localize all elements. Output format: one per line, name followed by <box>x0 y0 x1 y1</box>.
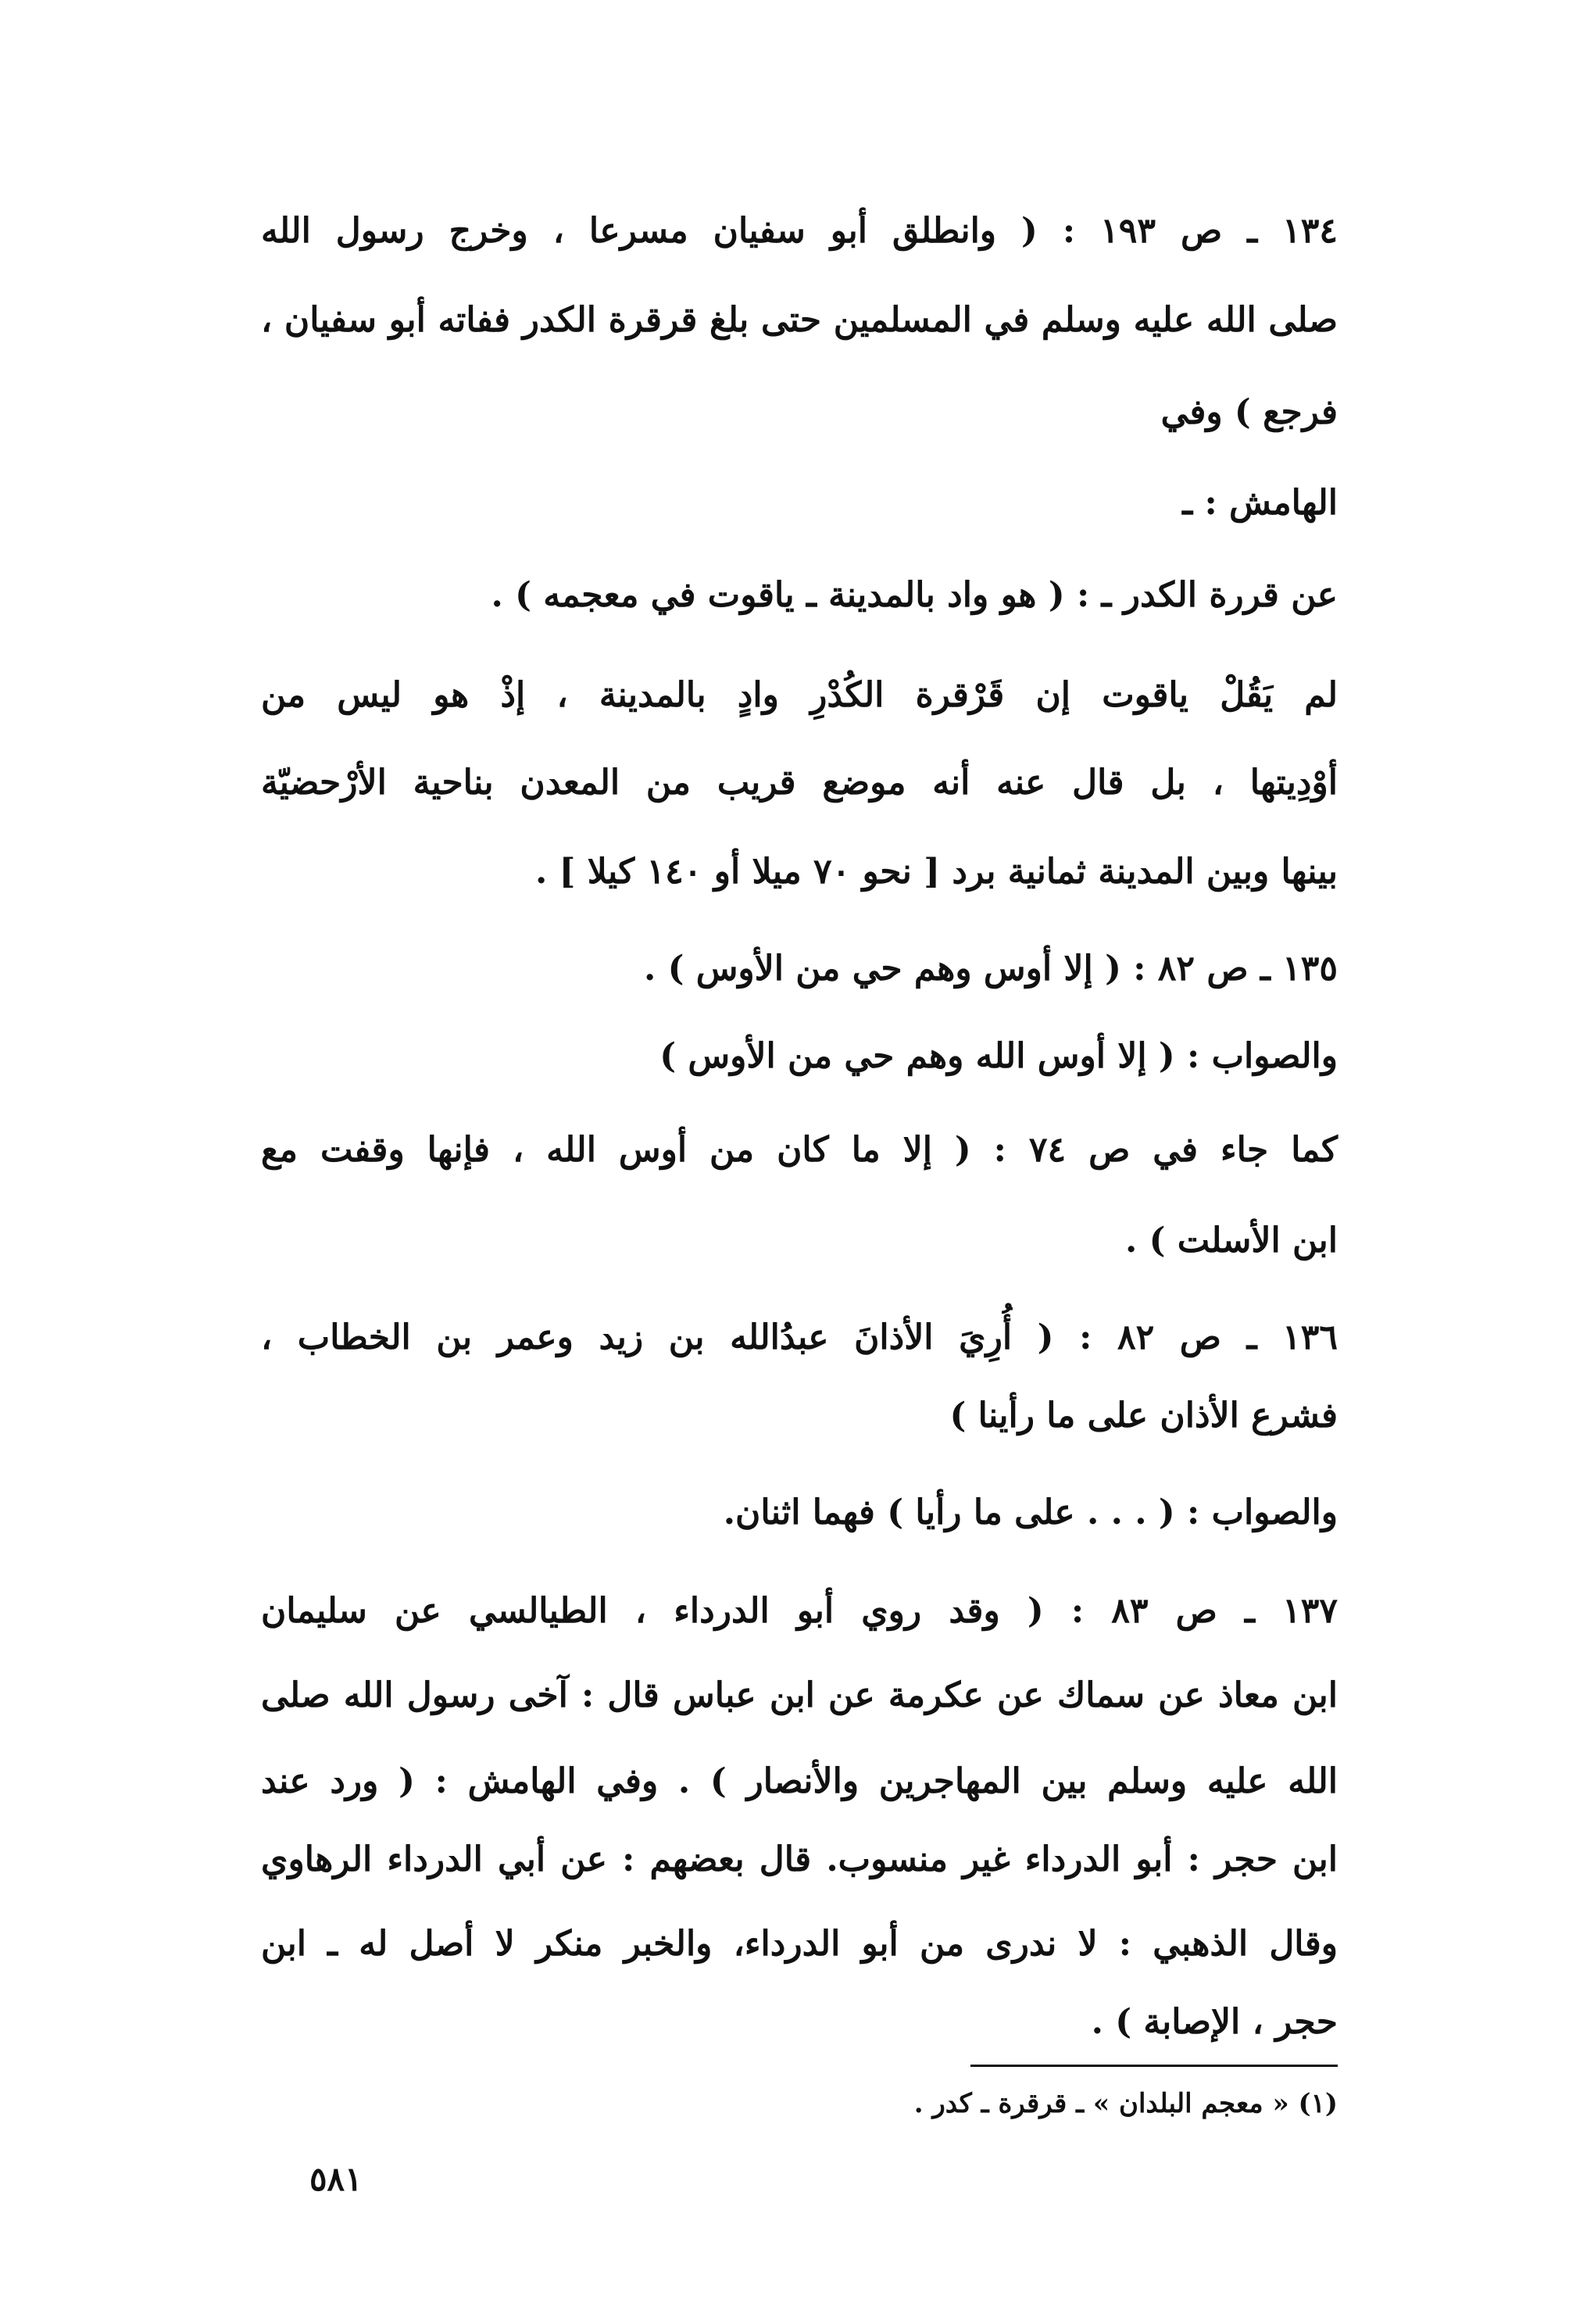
text-line-19: ابن حجر : أبو الدرداء غير منسوب. قال بعضهم : عن أبي الدرداء الرهاوي <box>261 1840 1338 1879</box>
text-line-6: لم يَقُلْ ياقوت إن قَرْقرة الكُدْرِ وادٍ بالمدينة ، إذْ هو ليس من <box>261 675 1338 715</box>
text-line-13: ١٣٦ ـ ص ٨٢ : ( أُرِيَ الأذانَ عبدُالله بن زيد وعمر بن الخطاب ، <box>261 1318 1338 1357</box>
text-line-2: صلى الله عليه وسلم في المسلمين حتى بلغ قرقرة الكدر ففاته أبو سفيان ، <box>261 300 1338 340</box>
text-line-20: وقال الذهبي : لا ندرى من أبو الدرداء، والخبر منكر لا أصل له ـ ابن <box>261 1924 1338 1964</box>
page-number: ٥٨١ <box>309 2160 363 2198</box>
footnote-separator <box>970 2065 1338 2067</box>
text-line-10: والصواب : ( إلا أوس الله وهم حي من الأوس ) <box>659 1036 1338 1076</box>
text-line-12: ابن الأسلت ) . <box>1124 1221 1338 1260</box>
text-line-16: ١٣٧ ـ ص ٨٣ : ( وقد روي أبو الدرداء ، الطيالسي عن سليمان <box>261 1591 1338 1631</box>
text-line-7: أوْدِيتها ، بل قال عنه أنه موضع قريب من المعدن بناحية الأرْحضيّة <box>261 763 1338 803</box>
text-line-11: كما جاء في ص ٧٤ : ( إلا ما كان من أوس الله ، فإنها وقفت مع <box>261 1130 1338 1170</box>
footnote: (١) « معجم البلدان » ـ قرقرة ـ كدر . <box>913 2088 1338 2119</box>
text-line-8: بينها وبين المدينة ثمانية برد [ نحو ٧٠ ميلا أو ١٤٠ كيلا ] . <box>534 852 1338 892</box>
text-line-3: فرجع ) وفي <box>1160 392 1338 432</box>
text-line-5: عن قررة الكدر ـ : ( هو واد بالمدينة ـ ياقوت في معجمه ) . <box>491 575 1338 615</box>
text-line-18: الله عليه وسلم بين المهاجرين والأنصار ) . وفي الهامش : ( ورد عند <box>261 1761 1338 1801</box>
text-line-17: ابن معاذ عن سماك عن عكرمة عن ابن عباس قال : آخى رسول الله صلى <box>261 1675 1338 1715</box>
text-line-1: ١٣٤ ـ ص ١٩٣ : ( وانطلق أبو سفيان مسرعا ، وخرج رسول الله <box>261 211 1338 251</box>
text-line-9: ١٣٥ ـ ص ٨٢ : ( إلا أوس وهم حي من الأوس ) . <box>643 949 1338 989</box>
text-line-21: حجر ، الإصابة ) . <box>1091 2002 1338 2042</box>
text-line-14: فشرع الأذان على ما رأينا ) <box>949 1396 1338 1436</box>
text-line-4: الهامش : ـ <box>1182 483 1338 523</box>
text-line-15: والصواب : ( . . . على ما رأيا ) فهما اثنان. <box>723 1493 1338 1532</box>
